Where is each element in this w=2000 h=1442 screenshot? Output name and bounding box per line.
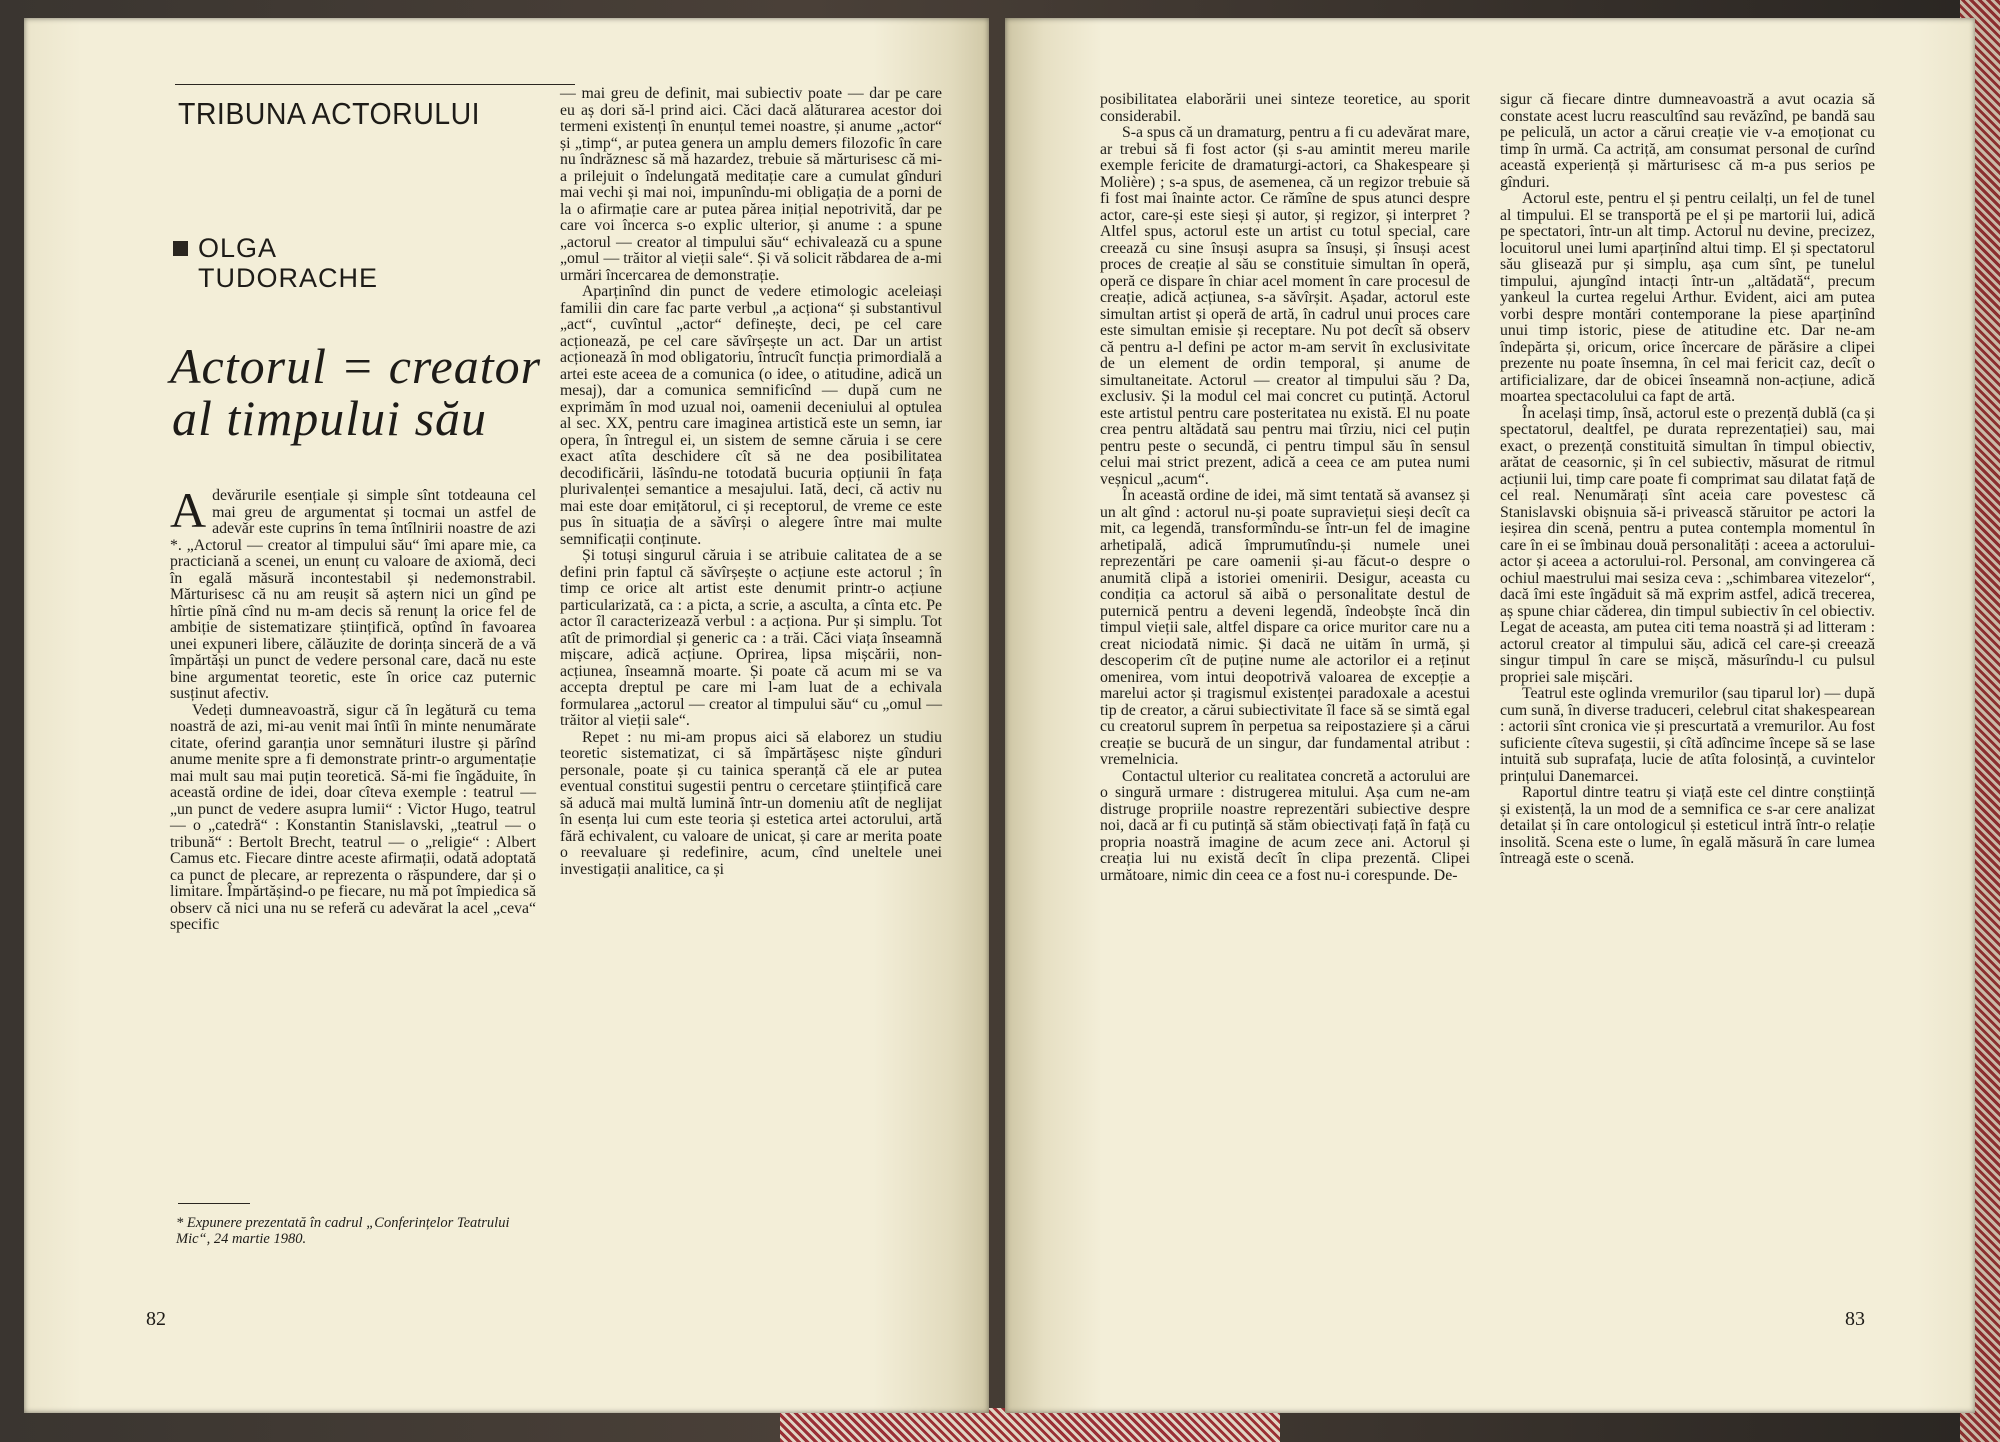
column-4 xyxy=(1500,92,1875,868)
paragraph: sigur că fiecare dintre dumneavoastră a avut ocazia să constate acest lucru reascultînd sau revăzînd, pe bandă sau pe peliculă, un actor a cărui creație vie v-a emoționat cu timp în urmă. Ca actriță, am consumat personal de curînd această experiență și mărturisesc că m-a pus serios pe gînduri. xyxy=(1500,91,1875,191)
bullet-square-icon xyxy=(173,241,188,256)
paragraph: Adevărurile esențiale și simple sînt totdeauna cel mai greu de argumentat și tocmai un astfel de adevăr este cuprins în tema întîlnirii noastre de azi *. „Actorul — creator al timpului său“ îmi apare mie, ca practiciană a scenei, un enunț cu valoare de axiomă, deci în egală măsură incontestabil și nedemonstrabil. Mărturisesc că nu am reușit să aștern nici un gînd pe hîrtie pînă cînd nu m-am decis să renunț la orice fel de ambiție de sistematizare științifică, optînd în favoarea unei expuneri libere, călăuzite de dorința sinceră de a vă împărtăși un punct de vedere personal care, dacă nu este bine argumentat teoretic, este în orice caz puternic susținut afectiv. xyxy=(170,482,536,702)
paragraph: Și totuși singurul căruia i se atribuie calitatea de a se defini prin faptul că săvîrșește o acțiune este actorul ; în timp ce orice alt artist este denumit printr-o acțiune particularizată, ca : a picta, a scrie, a asculta, a cînta etc. Pe actor îl caracterizează verbul : a acționa. Pur și simplu. Tot atît de primordial și generic ca : a trăi. Căci viața înseamnă mișcare, adică acțiune. Oprirea, lipsa mișcării, non-acțiunea, înseamnă moarte. Și poate că acum mi se va accepta dreptul pe care mi l-am luat de a echivala formularea „actorul — creator al timpului său“ cu „omul — trăitor al vieții sale“. xyxy=(560,547,942,729)
article-title xyxy=(170,340,541,444)
title-line-2: al timpului său xyxy=(172,390,488,446)
paragraph: Actorul este, pentru el și pentru ceilalți, un fel de tunel al timpului. El se transportă pe el și pe martorii lui, adică pe spectatori, într-un alt timp. Actorul nu devine, precizez, locuitorul unei lumi aparținînd altui timp. El și spectatorul său glisează pur și simplu, așa cum sînt, pe tunelul timpului, ajungînd intacți într-un „altădată“, precum yankeul la curtea regelui Arthur. Evident, aici am putea vorbi despre montări contemporane la piese aparținînd unui timp istoric, piese de atitudine etc. Dar ne-am îndepărta și, oricum, orice încercare de părăsire a clipei prezente nu poate însemna, în cel mai fericit caz, decît o artificializare, dar de obicei înseamnă non-acțiune, adică moartea spectacolului ca fapt de artă. xyxy=(1500,190,1875,405)
column-2 xyxy=(560,86,942,878)
page-number-left: 82 xyxy=(146,1308,166,1330)
paragraph: Vedeți dumneavoastră, sigur că în legătură cu tema noastră de azi, mi-au venit mai întîi în minte nenumărate citate, oferind garanția unor semnături ilustre și părînd anume menite spre a fi demonstrate printr-o argumentație mai mult sau mai puțin teoretică. Să-mi fie îngăduite, în această ordine de idei, doar cîteva exemple : teatrul — „un punct de vedere asupra lumii“ : Victor Hugo, teatrul — o „catedră“ : Konstantin Stanislavski, „teatrul — o tribună“ : Bertolt Brecht, teatrul — o „religie“ : Albert Camus etc. Fiecare dintre aceste afirmații, odată adoptată ca punct de plecare, ar reprezenta o răspundere, dar și o limitare. Împărtășind-o pe fiecare, nu mă pot împiedica să observ că nici una nu se referă cu adevărat la acel „ceva“ specific xyxy=(170,701,536,933)
column-1 xyxy=(170,482,536,934)
paragraph: posibilitatea elaborării unei sinteze teoretice, au sporit considerabil. xyxy=(1100,91,1470,125)
paragraph: În același timp, însă, actorul este o prezență dublă (ca și spectatorul, dealtfel, pe durata reprezentației) sau, mai exact, o prezență constituită simultan în timpul obiectiv, arătat de ceasornic, și în cel subiectiv, măsurat de ritmul acțiunii lui, timp care poate fi comprimat sau dilatat față de cel real. Nenumărați sînt aceia care povestesc că Stanislavski obișnuia să-i privească stăruitor pe actori la ieșirea din scenă, pentru a putea contempla momentul în care în ei se îmbinau două personalități : aceea a actorului-actor și aceea a actorului-rol. Personal, am convingerea că ochiul maestrului mai sesiza ceva : „schimbarea vitezelor“, dacă îmi este îngăduit să mă exprim astfel, adică trecerea, aș spune chiar căderea, din timpul subiectiv în cel obiectiv. Legat de aceasta, am putea citi tema noastră și ad litteram : actorul creator al timpului său, adică cel care-și creează singur timpul în care se mișcă, măsurîndu-l cu pulsul propriei sale mișcări. xyxy=(1500,404,1875,686)
paragraph: Repet : nu mi-am propus aici să elaborez un studiu teoretic sistematizat, ci să împărtășesc niște gînduri personale, poate și cu tainica speranță că ele ar putea eventual constitui sugestii pentru o cercetare științifică care să aducă mai multă lumină într-un domeniu atît de neglijat în esența lui cum este teoria și estetica artei actorului, artă fără echivalent, cu valoare de unicat, și care ar merita poate o reevaluare și redefinire, acum, cînd uneltele unei investigații analitice, ca și xyxy=(560,728,942,878)
author-name xyxy=(173,233,378,293)
paragraph: Contactul ulterior cu realitatea concretă a actorului are o singură urmare : distrugerea mitului. Așa cum ne-am distruge propriile noastre reprezentări subiective despre noi, dacă ar fi cu putință să stăm obiectivați față în față cu propria noastră imagine de acum zece ani. Actorul și creația lui nu există decît în clipa prezentă. Clipei următoare, nimic din ceea ce a fost nu-i corespunde. De- xyxy=(1100,767,1470,884)
paragraph: Aparținînd din punct de vedere etimologic aceleiași familii din care fac parte verbul „a acționa“ și substantivul „act“, cuvîntul „actor“ definește, deci, pe cel care acționează, pe cel care săvîrșește un act. Dar un artist acționează în mod obligatoriu, întrucît funcția primordială a artei este aceea de a comunica (o idee, o atitudine, adică un mesaj), dar a comunica semnificînd — după cum ne exprimăm în mod uzual noi, oamenii deceniului al optulea al sec. XX, pentru care imaginea artistică este un semn, iar opera, în întregul ei, un sistem de semne căruia i se cere exact atîta deschidere cît să ne dea posibilitatea decodificării, lăsîndu-ne totodată bucuria opțiunii în fața plurivalenței semantice a mesajului. Iată, deci, că activ nu mai este doar emițătorul, ci și receptorul, de vreme ce este pus în situația de a săvîrși o alegere între mai multe semnificații conținute. xyxy=(560,283,942,548)
column-3 xyxy=(1100,92,1470,884)
drop-cap: A xyxy=(170,482,207,538)
paragraph: În această ordine de idei, mă simt tentată să avansez și un alt gînd : actorul nu-și poate supraviețui sieși decît ca mit, ca legendă, transformîndu-se într-un fel de imagine arhetipală, adică împrumutîndu-și numele unei reprezentări pe care oamenii și-au făcut-o despre o anumită clipă a istoriei omenirii. Desigur, aceasta cu condiția ca actorul să aibă o personalitate destul de puternică pentru a deveni legendă, îndeobște încă din timpul vieții sale, altfel dispare ca orice muritor care nu a creat niciodată nimic. Și dacă ne uităm în urmă, și descoperim cît de puține nume ale actorilor ei a reținut omenirea, vom intui deopotrivă valoarea de excepție a marelui actor și tragismul existenței paradoxale a acestui tip de creator, a cărui subiectivitate îl face să se simtă egal cu creatorul suprem în perpetua sa reipostaziere și a cărui creație se bucură de un singur, dar fundamental atribut : vremelnicia. xyxy=(1100,487,1470,768)
section-title: TRIBUNA ACTORULUI xyxy=(178,96,481,131)
title-line-1: Actorul = creator xyxy=(170,338,542,394)
paragraph: Raportul dintre teatru și viață este cel dintre conștiință și existență, la un mod de a semnifica ce s-ar cere analizat detailat și în care ontologicul și esteticul intră într-o relație insolită. Scena este o lume, în egală măsură în care lumea întreagă este o scenă. xyxy=(1500,784,1875,867)
paragraph: — mai greu de definit, mai subiectiv poate — dar pe care eu aș dori să-l prind aici. Căci dacă alăturarea acestor doi termeni existenți în enunțul temei noastre, și anume „actor“ și „timp“, ar putea genera un amplu demers filozofic în care nu îndrăznesc să mă hazardez, trebuie să mărturisesc că mi-a prilejuit o îndelungată meditație care a cumulat gînduri mai vechi și mai noi, impunîndu-mi obligația de a porni de la o afirmație care ar putea părea inițial nepotrivită, dar pe care voi încerca s-o explic ulterior, și anume : a spune „actorul — creator al timpului său“ echivalează cu a spune „omul — trăitor al vieții sale“. Și vă solicit răbdarea de a-mi urmări încercarea de demonstrație. xyxy=(560,85,942,284)
page-number-right: 83 xyxy=(1845,1308,1865,1330)
header-rule xyxy=(175,84,575,85)
footnote: * Expunere prezentată în cadrul „Conferințelor Teatrului Mic“, 24 martie 1980. xyxy=(176,1215,510,1247)
footnote-rule xyxy=(178,1203,250,1204)
tablecloth-bottom xyxy=(780,1408,1280,1442)
author-last: TUDORACHE xyxy=(198,263,379,293)
author-first: OLGA xyxy=(198,233,278,263)
paragraph: Teatrul este oglinda vremurilor (sau tiparul lor) — după cum sună, în diverse traduceri, celebrul citat shakespearean : actorii sînt cronica vie și prescurtată a vremurilor. Au fost suficiente cîteva sugestii, și cîtă adîncime începe să se lase intuită sub suprafața, lucie de atîta folosință, a cuvintelor prințului Danemarcei. xyxy=(1500,685,1876,785)
paragraph: S-a spus că un dramaturg, pentru a fi cu adevărat mare, ar trebui să fi fost actor (și s-au amintit mereu marile exemple fericite de dramaturgi-actori, ca Shakespeare și Molière) ; s-a spus, de asemenea, că un regizor trebuie să fi fost mai înainte actor. Ce rămîne de spus atunci despre actor, care-și este sieși și autor, și regizor, și interpret ? Altfel spus, actorul este un artist cu totul special, care creează cu sine însuși asupra sa însuși, și însuși acest proces de creație al său se constituie simultan în operă, operă ce dispare în chiar acel moment în care procesul de creație, adică acțiunea, s-a săvîrșit. Așadar, actorul este simultan artist și operă de artă, în cadrul unui proces care este simultan emisie și receptare. Nu pot decît să observ că pentru a-l defini pe actor m-am servit în exclusivitate de un element de ordin temporal, și anume de simultaneitate. Actorul — creator al timpului său ? Da, exclusiv. Și la modul cel mai concret cu putință. Actorul este artistul pentru care posteritatea nu există. El nu poate crea pentru altădată sau pentru mai tîrziu, nici cel puțin pentru peste o secundă, ci pentru timpul său în sensul celui mai strict prezent, adică a ceea ce am putea numi veșnicul „acum“. xyxy=(1100,124,1470,488)
